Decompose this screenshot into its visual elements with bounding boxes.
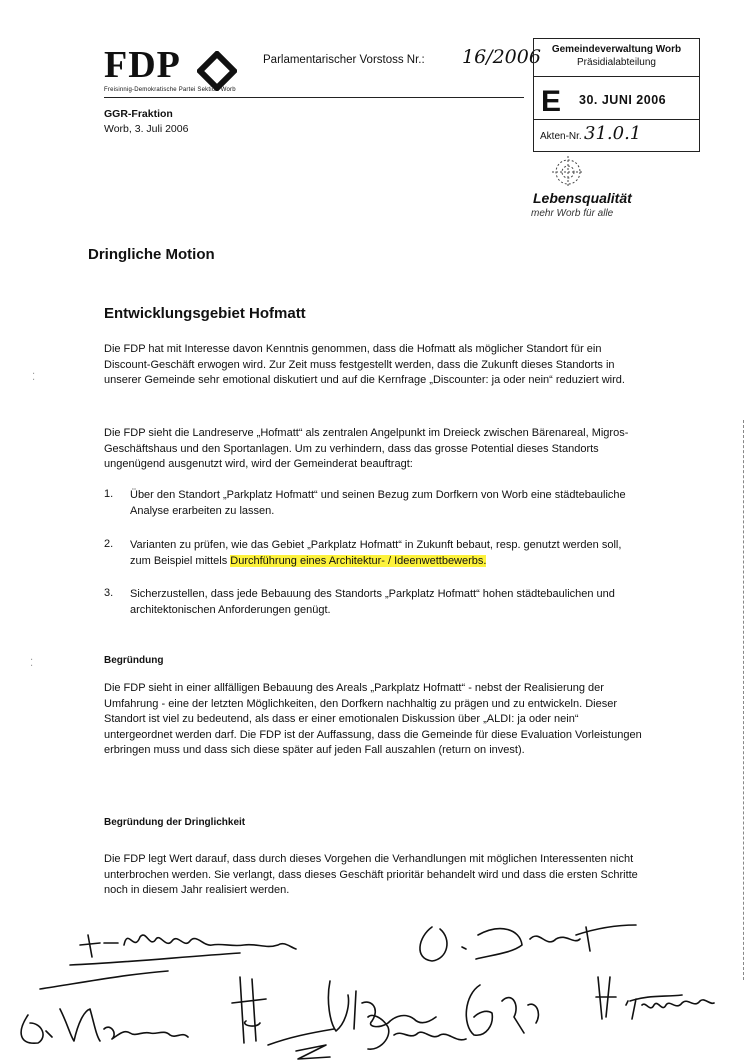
scan-speck: ⁚ bbox=[32, 372, 36, 383]
vorstoss-number: 16/2006 bbox=[462, 46, 541, 68]
vorstoss-label: Parlamentarischer Vorstoss Nr.: bbox=[263, 54, 425, 66]
list-item-number: 1. bbox=[104, 488, 114, 500]
fdp-logo-text: FDP bbox=[104, 44, 181, 86]
scan-speck: ⁚ bbox=[30, 658, 34, 669]
paragraph-intro: Die FDP hat mit Interesse davon Kenntnis genommen, dass die Hofmatt als möglicher Standort für ein Discount-Geschäft erwogen wird. Zur Zeit muss festgestellt werden, dass die Zukunft dieses Standorts in unserer Gemeinde sehr emotional diskutiert und auf die Kernfrage „Discounter: ja oder nein“ reduziert wird. bbox=[104, 343, 625, 387]
list-item-text: Sicherzustellen, dass jede Bebauung des Standorts „Parkplatz Hofmatt“ hohen städtebaulichen und architektonischen Anforderungen genügt. bbox=[130, 588, 615, 616]
list-item-text bbox=[130, 538, 645, 569]
stamp-akten-number: 31.0.1 bbox=[584, 123, 642, 144]
logo-subtitle: Freisinnig-Demokratische Partei Sektion Worb bbox=[104, 87, 236, 93]
section-title-dringlichkeit: Begründung der Dringlichkeit bbox=[104, 817, 246, 828]
stamp-received-mark: E bbox=[541, 85, 562, 118]
list-item-number: 3. bbox=[104, 587, 114, 599]
stamp-date: 30. JUNI 2006 bbox=[579, 93, 667, 107]
document-type: Dringliche Motion bbox=[88, 246, 215, 263]
slogan-subtitle: mehr Worb für alle bbox=[531, 208, 614, 219]
stamp-divider bbox=[534, 76, 699, 77]
header-rule bbox=[104, 97, 524, 98]
stamp-akten-label: Akten-Nr. bbox=[540, 131, 582, 142]
fdp-logo-diamond-icon bbox=[197, 51, 237, 91]
stamp-divider bbox=[534, 119, 699, 120]
section-title-begruendung: Begründung bbox=[104, 655, 164, 666]
document-heading: Entwicklungsgebiet Hofmatt bbox=[104, 305, 306, 322]
paragraph-begruendung: Die FDP sieht in einer allfälligen Bebauung des Areals „Parkplatz Hofmatt“ - nebst der Realisierung der Umfahrung - eine der letzten Möglichkeiten, den Dorfkern nachhaltig zu prägen und zu entwickeln. Dieser Standort ist viel zu bedeutend, als dass er einer emotionalen Diskussion über „ALDI: ja oder nein“ untergeordnet werden darf. Die FDP ist der Auffassung, dass die Gemeinde für diese Evaluation Vorleistungen erbringen muss und dass sich diese später auf jeden Fall auszahlen (return on invest). bbox=[104, 682, 642, 757]
scan-edge-line bbox=[743, 420, 745, 980]
list-item-text-part: Varianten zu prüfen, wie das Gebiet „Parkplatz Hofmatt“ in Zukunft bebaut, resp. genutzt werden soll, zum Beispiel mittels bbox=[130, 539, 622, 567]
fraktion-label: GGR-Fraktion bbox=[104, 108, 173, 120]
dateline: Worb, 3. Juli 2006 bbox=[104, 123, 189, 135]
list-item-number: 2. bbox=[104, 538, 114, 550]
handwritten-signatures bbox=[0, 905, 750, 1062]
slogan-title: Lebensqualität bbox=[533, 190, 632, 206]
highlighted-phrase: Durchführung eines Architektur- / Ideenwettbewerbs. bbox=[230, 554, 487, 567]
paragraph-request: Die FDP sieht die Landreserve „Hofmatt“ als zentralen Angelpunkt im Dreieck zwischen Bärenareal, Migros-Geschäftshaus und den Sportanlagen. Um zu verhindern, dass das grosse Potential dieses Standorts ungenügend ausgenutzt wird, wird der Gemeinderat beauftragt: bbox=[104, 427, 629, 471]
stamp-subtitle: Präsidialabteilung bbox=[577, 57, 656, 68]
list-item-text: Über den Standort „Parkplatz Hofmatt“ und seinen Bezug zum Dorfkern von Worb eine städtebauliche Analyse erarbeiten zu lassen. bbox=[130, 489, 626, 517]
paragraph-dringlichkeit: Die FDP legt Wert darauf, dass durch dieses Vorgehen die Verhandlungen mit möglichen Interessenten nicht unterbrochen werden. Sie verlangt, dass dieses Geschäft prioritär behandelt wird und dass die ersten Schritte noch in diesem Jahr realisiert werden. bbox=[104, 853, 638, 897]
receipt-stamp bbox=[533, 38, 700, 152]
stamp-title: Gemeindeverwaltung Worb bbox=[551, 44, 682, 55]
sun-flower-icon bbox=[548, 155, 588, 189]
